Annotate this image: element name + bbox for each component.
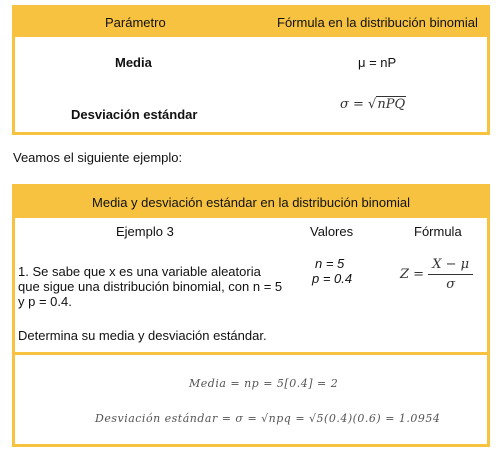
example-table-title: Media y desviación estándar en la distribución binomial: [15, 187, 487, 218]
media-formula: μ = nP: [358, 55, 397, 70]
section-divider: [15, 352, 487, 355]
intro-text: Veamos el siguiente ejemplo:: [13, 150, 183, 165]
z-fraction: [428, 257, 473, 292]
problem-statement: 1. Se sabe que x es una variable aleatoria que sigue una distribución binomial, con n = 5 y p = 0.4.: [18, 264, 283, 309]
value-n: n = 5: [315, 256, 345, 271]
media-label: Media: [115, 55, 152, 70]
z-formula: [400, 257, 473, 292]
example-table: [12, 184, 490, 447]
z-formula-lhs: Z =: [400, 267, 429, 282]
header-parameter: Parámetro: [105, 15, 166, 30]
header-formula: Fórmula en la distribución binomial: [277, 15, 478, 30]
sd-formula-radicand: nPQ: [377, 97, 406, 112]
task-statement: Determina su media y desviación estándar.: [18, 328, 267, 343]
z-numerator: X − μ: [428, 257, 473, 275]
sd-formula: [340, 96, 406, 112]
col-formula-header: Fórmula: [414, 224, 462, 239]
sqrt-symbol: √: [368, 97, 377, 112]
table-header: [15, 8, 487, 37]
media-calculation: Media = np = 5[0.4] = 2: [189, 377, 339, 390]
sd-label: Desviación estándar: [71, 107, 198, 122]
sd-calculation: Desviación estándar = σ = √npq = √5(0.4)(0.6) = 1.0954: [95, 412, 441, 425]
col-values-header: Valores: [310, 224, 354, 239]
sd-formula-lhs: σ =: [340, 97, 369, 112]
z-denominator: σ: [446, 277, 456, 292]
col-example-header: Ejemplo 3: [116, 224, 174, 239]
value-p: p = 0.4: [312, 271, 353, 286]
binomial-formulas-table: [12, 5, 490, 135]
